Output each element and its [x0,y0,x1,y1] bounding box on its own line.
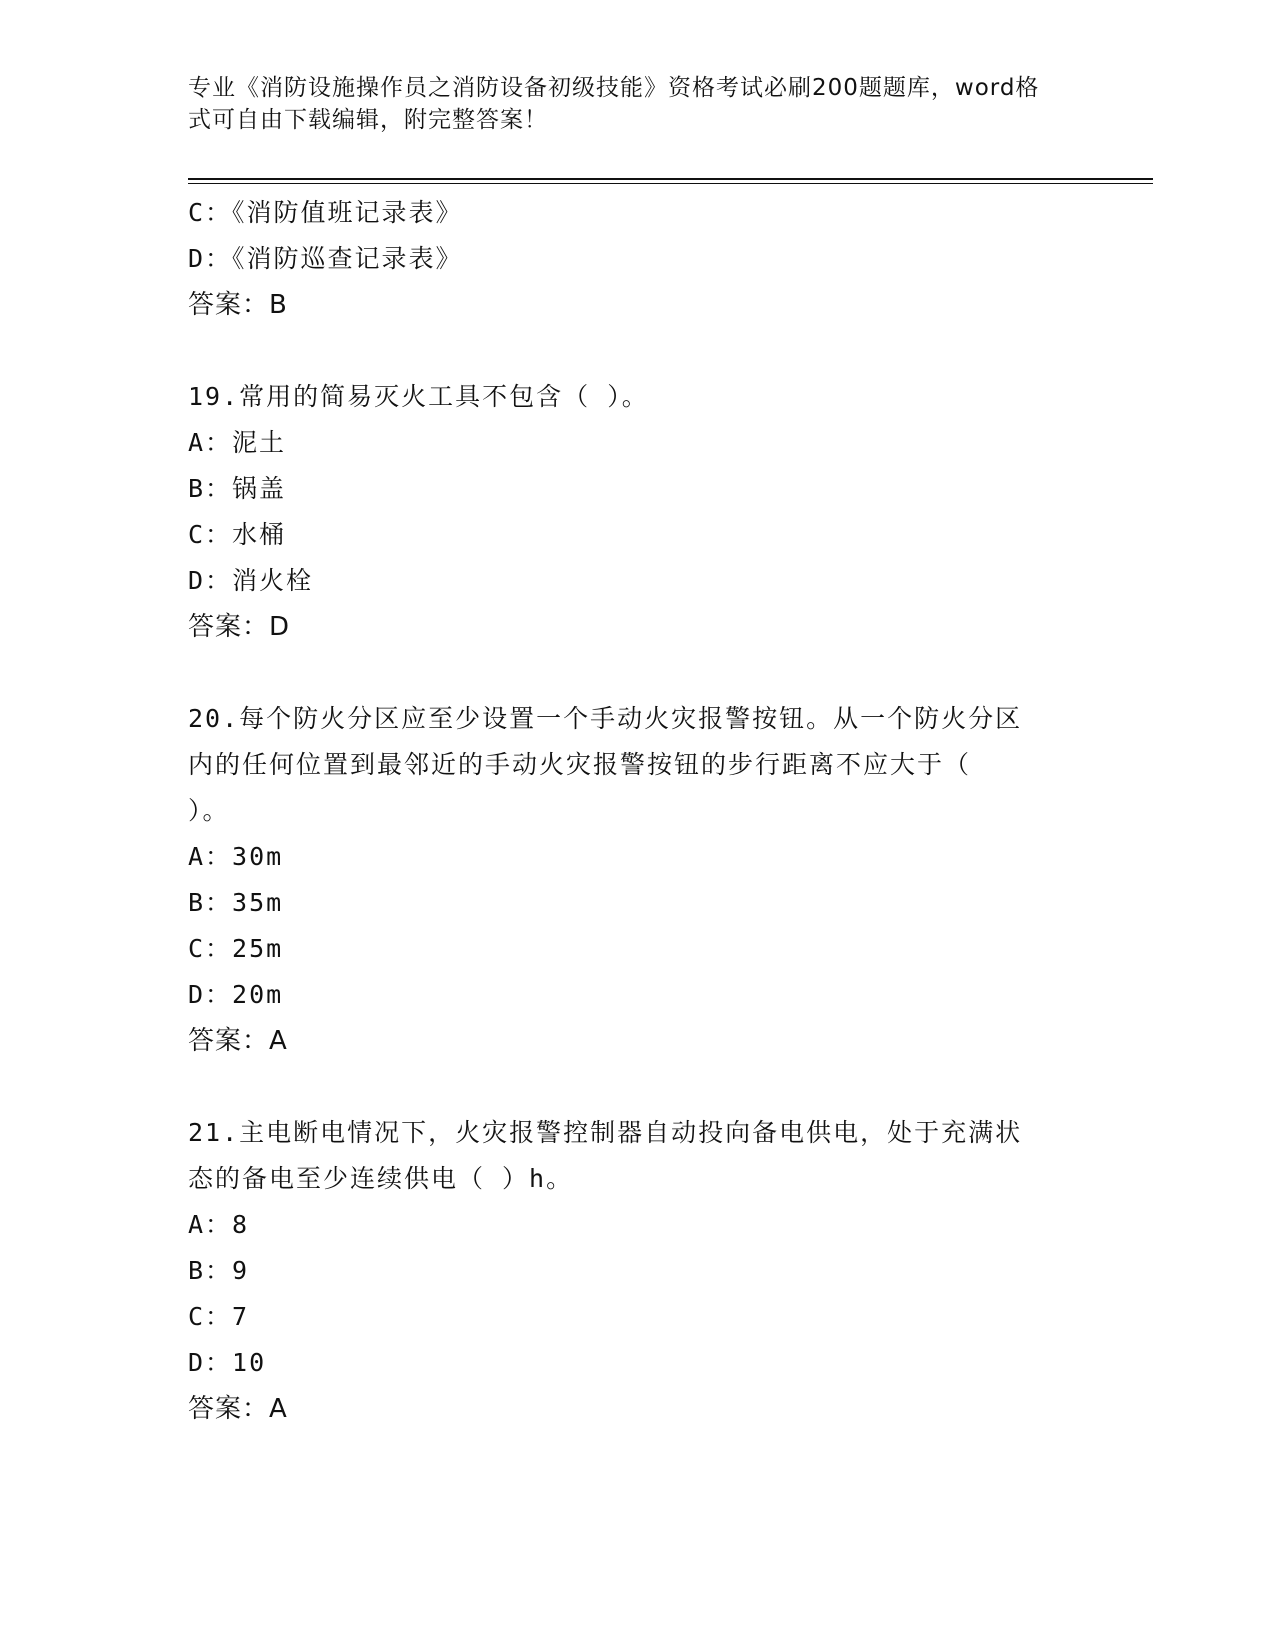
question-stem: 21.主电断电情况下，火灾报警控制器自动投向备电供电，处于充满状 [188,1118,1023,1147]
option-a: A：泥土 [188,428,287,457]
answer: 答案：A [188,1026,288,1056]
option-d: D：消火栓 [188,566,314,595]
option-d: D：20m [188,980,284,1009]
question-21 [188,1110,1088,1432]
question-stem: 19.常用的简易灭火工具不包含（ ）。 [188,382,649,411]
header-line-1: 专业《消防设施操作员之消防设备初级技能》资格考试必刷200题题库，word格 [188,75,1040,101]
question-gap [188,650,1088,696]
header-divider-thick [188,178,1153,180]
prev-option-c: C：《消防值班记录表》 [188,198,463,227]
option-b: B：9 [188,1256,250,1285]
option-c: C：25m [188,934,284,963]
prev-answer: 答案：B [188,290,288,320]
question-19 [188,374,1088,650]
question-stem: 内的任何位置到最邻近的手动火灾报警按钮的步行距离不应大于（ [188,750,972,779]
option-c: C：水桶 [188,520,287,549]
document-header [188,72,1068,136]
question-stem: ）。 [188,796,230,825]
option-a: A：8 [188,1210,250,1239]
question-20 [188,696,1088,1064]
question-gap [188,328,1088,374]
question-list [188,190,1088,1432]
question-stem: 态的备电至少连续供电（ ）h。 [188,1164,574,1193]
answer: 答案：D [188,612,291,642]
option-a: A：30m [188,842,284,871]
header-line-2: 式可自由下载编辑，附完整答案！ [188,107,548,133]
option-b: B：35m [188,888,284,917]
question-stem: 20.每个防火分区应至少设置一个手动火灾报警按钮。从一个防火分区 [188,704,1023,733]
header-divider-thin [188,183,1153,184]
option-b: B：锅盖 [188,474,287,503]
option-d: D：10 [188,1348,267,1377]
prev-option-d: D：《消防巡查记录表》 [188,244,463,273]
question-gap [188,1064,1088,1110]
option-c: C：7 [188,1302,250,1331]
answer: 答案：A [188,1394,288,1424]
